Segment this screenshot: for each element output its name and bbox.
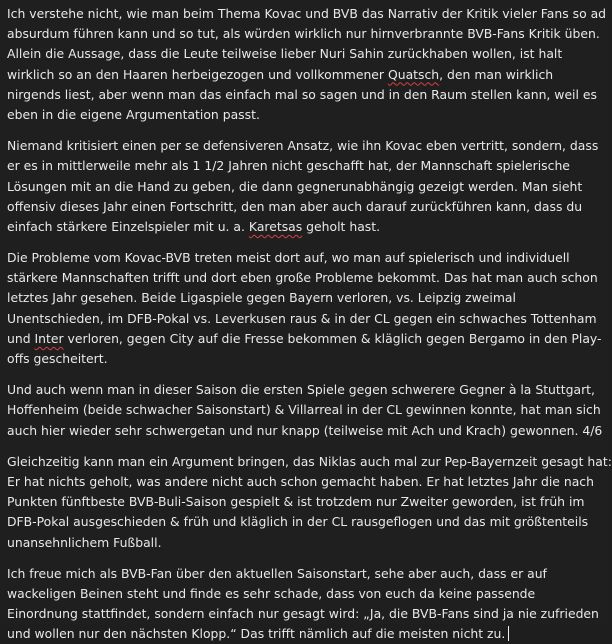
text-run: Punkten fünftbeste BVB-Buli-Saison gespielt & ist trotzdem nur Zweiter geworden, ist früh im — [7, 494, 585, 510]
text-line — [7, 156, 609, 176]
text-run: Ich verstehe nicht, wie man beim Thema Kovac und BVB das Narrativ der Kritik vieler Fans so ad — [7, 6, 607, 21]
text-run: einfach stärkere Einzelspieler mit u. a. — [7, 218, 249, 234]
text-run: Hoffenheim (beide schwacher Saisonstart) & Villarreal in der CL gewinnen konnte, hat man sich — [7, 402, 601, 418]
paragraph[interactable] — [7, 248, 609, 369]
misspelled-word[interactable]: Karetsas — [248, 218, 303, 234]
text-line — [7, 288, 609, 308]
text-run: unansehnlichem Fußball. — [7, 534, 162, 550]
paragraph[interactable] — [7, 452, 612, 553]
paragraph[interactable] — [7, 136, 609, 237]
text-line — [7, 309, 609, 329]
text-line — [7, 105, 609, 125]
text-run: auch hier wieder sehr schwergetan und nur knapp (teilweise mit Ach und Krach) gewonnen. 4/6 — [7, 422, 603, 438]
text-line — [7, 421, 609, 441]
text-line — [7, 604, 609, 624]
text-run: er es in mittlerweile mehr als 1 1/2 Jahren nicht geschafft hat, der Mannschaft spielerische — [7, 158, 570, 174]
text-run: nirgends liest, aber wenn man das einfach mal so sagen und in den Raum stellen kann, weil es — [7, 86, 597, 102]
text-line — [7, 512, 609, 532]
text-line — [7, 564, 609, 584]
text-line — [7, 624, 609, 644]
text-run: Er hat nichts geholt, was andere nicht auch schon gemacht haben. Er hat letztes Jahr die nach — [7, 473, 594, 489]
text-run: Ich freue mich als BVB-Fan über den aktuellen Saisonstart, sehe aber auch, dass er auf — [7, 565, 547, 581]
text-line — [7, 472, 609, 492]
text-line — [7, 4, 609, 24]
text-line — [7, 452, 612, 472]
text-run: letztes Jahr gesehen. Beide Ligaspiele gegen Bayern verloren, vs. Leipzig zweimal — [7, 290, 516, 306]
text-run: Die Probleme vom Kovac-BVB treten meist dort auf, wo man auf spielerisch und individuell — [7, 250, 570, 266]
text-line — [7, 400, 609, 420]
text-run: wackeligen Beinen steht und finde es sehr schade, dass von euch da keine passende — [7, 585, 536, 601]
text-line — [7, 217, 609, 237]
text-run: stärkere Mannschaften trifft und dort eben große Probleme bekommt. Das hat man auch schon — [7, 270, 598, 286]
text-run: absurdum führen kann und so tut, als würden wirklich nur hirnverbrannte BVB-Fans Kritik üben. — [7, 26, 600, 42]
text-line — [7, 533, 609, 553]
text-run: und wollen nur den nächsten Klopp.“ Das trifft nämlich auf die meisten nicht zu. — [7, 626, 506, 642]
paragraph[interactable] — [7, 380, 609, 441]
text-run: Unentschieden, im DFB-Pokal vs. Leverkusen raus & in der CL gegen ein schwaches Tottenham — [7, 310, 597, 326]
text-run: geholt hast. — [302, 218, 381, 234]
text-line — [7, 136, 609, 156]
text-run: Lösungen mit an die Hand zu geben, die dann gegnerunabhängig gezeigt werden. Man sieht — [7, 178, 583, 194]
text-run: offensiv dieses Jahr einen Fortschritt, den man aber auch darauf zurückführen kann, dass du — [7, 198, 583, 214]
text-line — [7, 380, 609, 400]
text-line — [7, 197, 609, 217]
text-line — [7, 44, 609, 64]
text-cursor — [508, 626, 509, 641]
misspelled-word[interactable]: Quatsch — [387, 66, 440, 82]
text-line — [7, 349, 609, 369]
text-run: offs gescheitert. — [7, 351, 108, 366]
text-run: Und auch wenn man in dieser Saison die ersten Spiele gegen schwerere Gegner à la Stuttgart, — [7, 382, 595, 398]
text-run: und — [7, 330, 35, 346]
text-line — [7, 584, 609, 604]
text-run: eben in die eigene Argumentation passt. — [7, 106, 260, 122]
text-line — [7, 329, 609, 349]
text-line — [7, 24, 609, 44]
text-line — [7, 65, 609, 85]
text-line — [7, 248, 609, 268]
text-line — [7, 85, 609, 105]
text-line — [7, 177, 609, 197]
text-line — [7, 268, 609, 288]
text-run: , den man wirklich — [439, 66, 554, 82]
text-run: verloren, gegen City auf die Fresse bekommen & kläglich gegen Bergamo in den Play- — [63, 330, 602, 346]
text-line — [7, 492, 609, 512]
text-run: Allein die Aussage, dass die Leute teilweise lieber Nuri Sahin zurückhaben wollen, ist halt — [7, 46, 563, 62]
text-run: Niemand kritisiert einen per se defensiveren Ansatz, wie ihn Kovac eben vertritt, sondern, dass — [7, 138, 599, 154]
paragraph[interactable] — [7, 4, 609, 125]
text-run: wirklich so an den Haaren herbeigezogen und vollkommener — [7, 66, 388, 82]
paragraph[interactable] — [7, 564, 609, 644]
text-run: Einordnung stattfindet, sondern einfach nur gesagt wird: „Ja, die BVB-Fans sind ja nie zufrieden — [7, 606, 599, 622]
misspelled-word[interactable]: Inter — [34, 330, 64, 346]
text-run: DFB-Pokal ausgeschieden & früh und kläglich in der CL rausgeflogen und das mit größtenteils — [7, 514, 589, 530]
text-run: Gleichzeitig kann man ein Argument bringen, das Niklas auch mal zur Pep-Bayernzeit gesagt hat: — [7, 453, 612, 469]
